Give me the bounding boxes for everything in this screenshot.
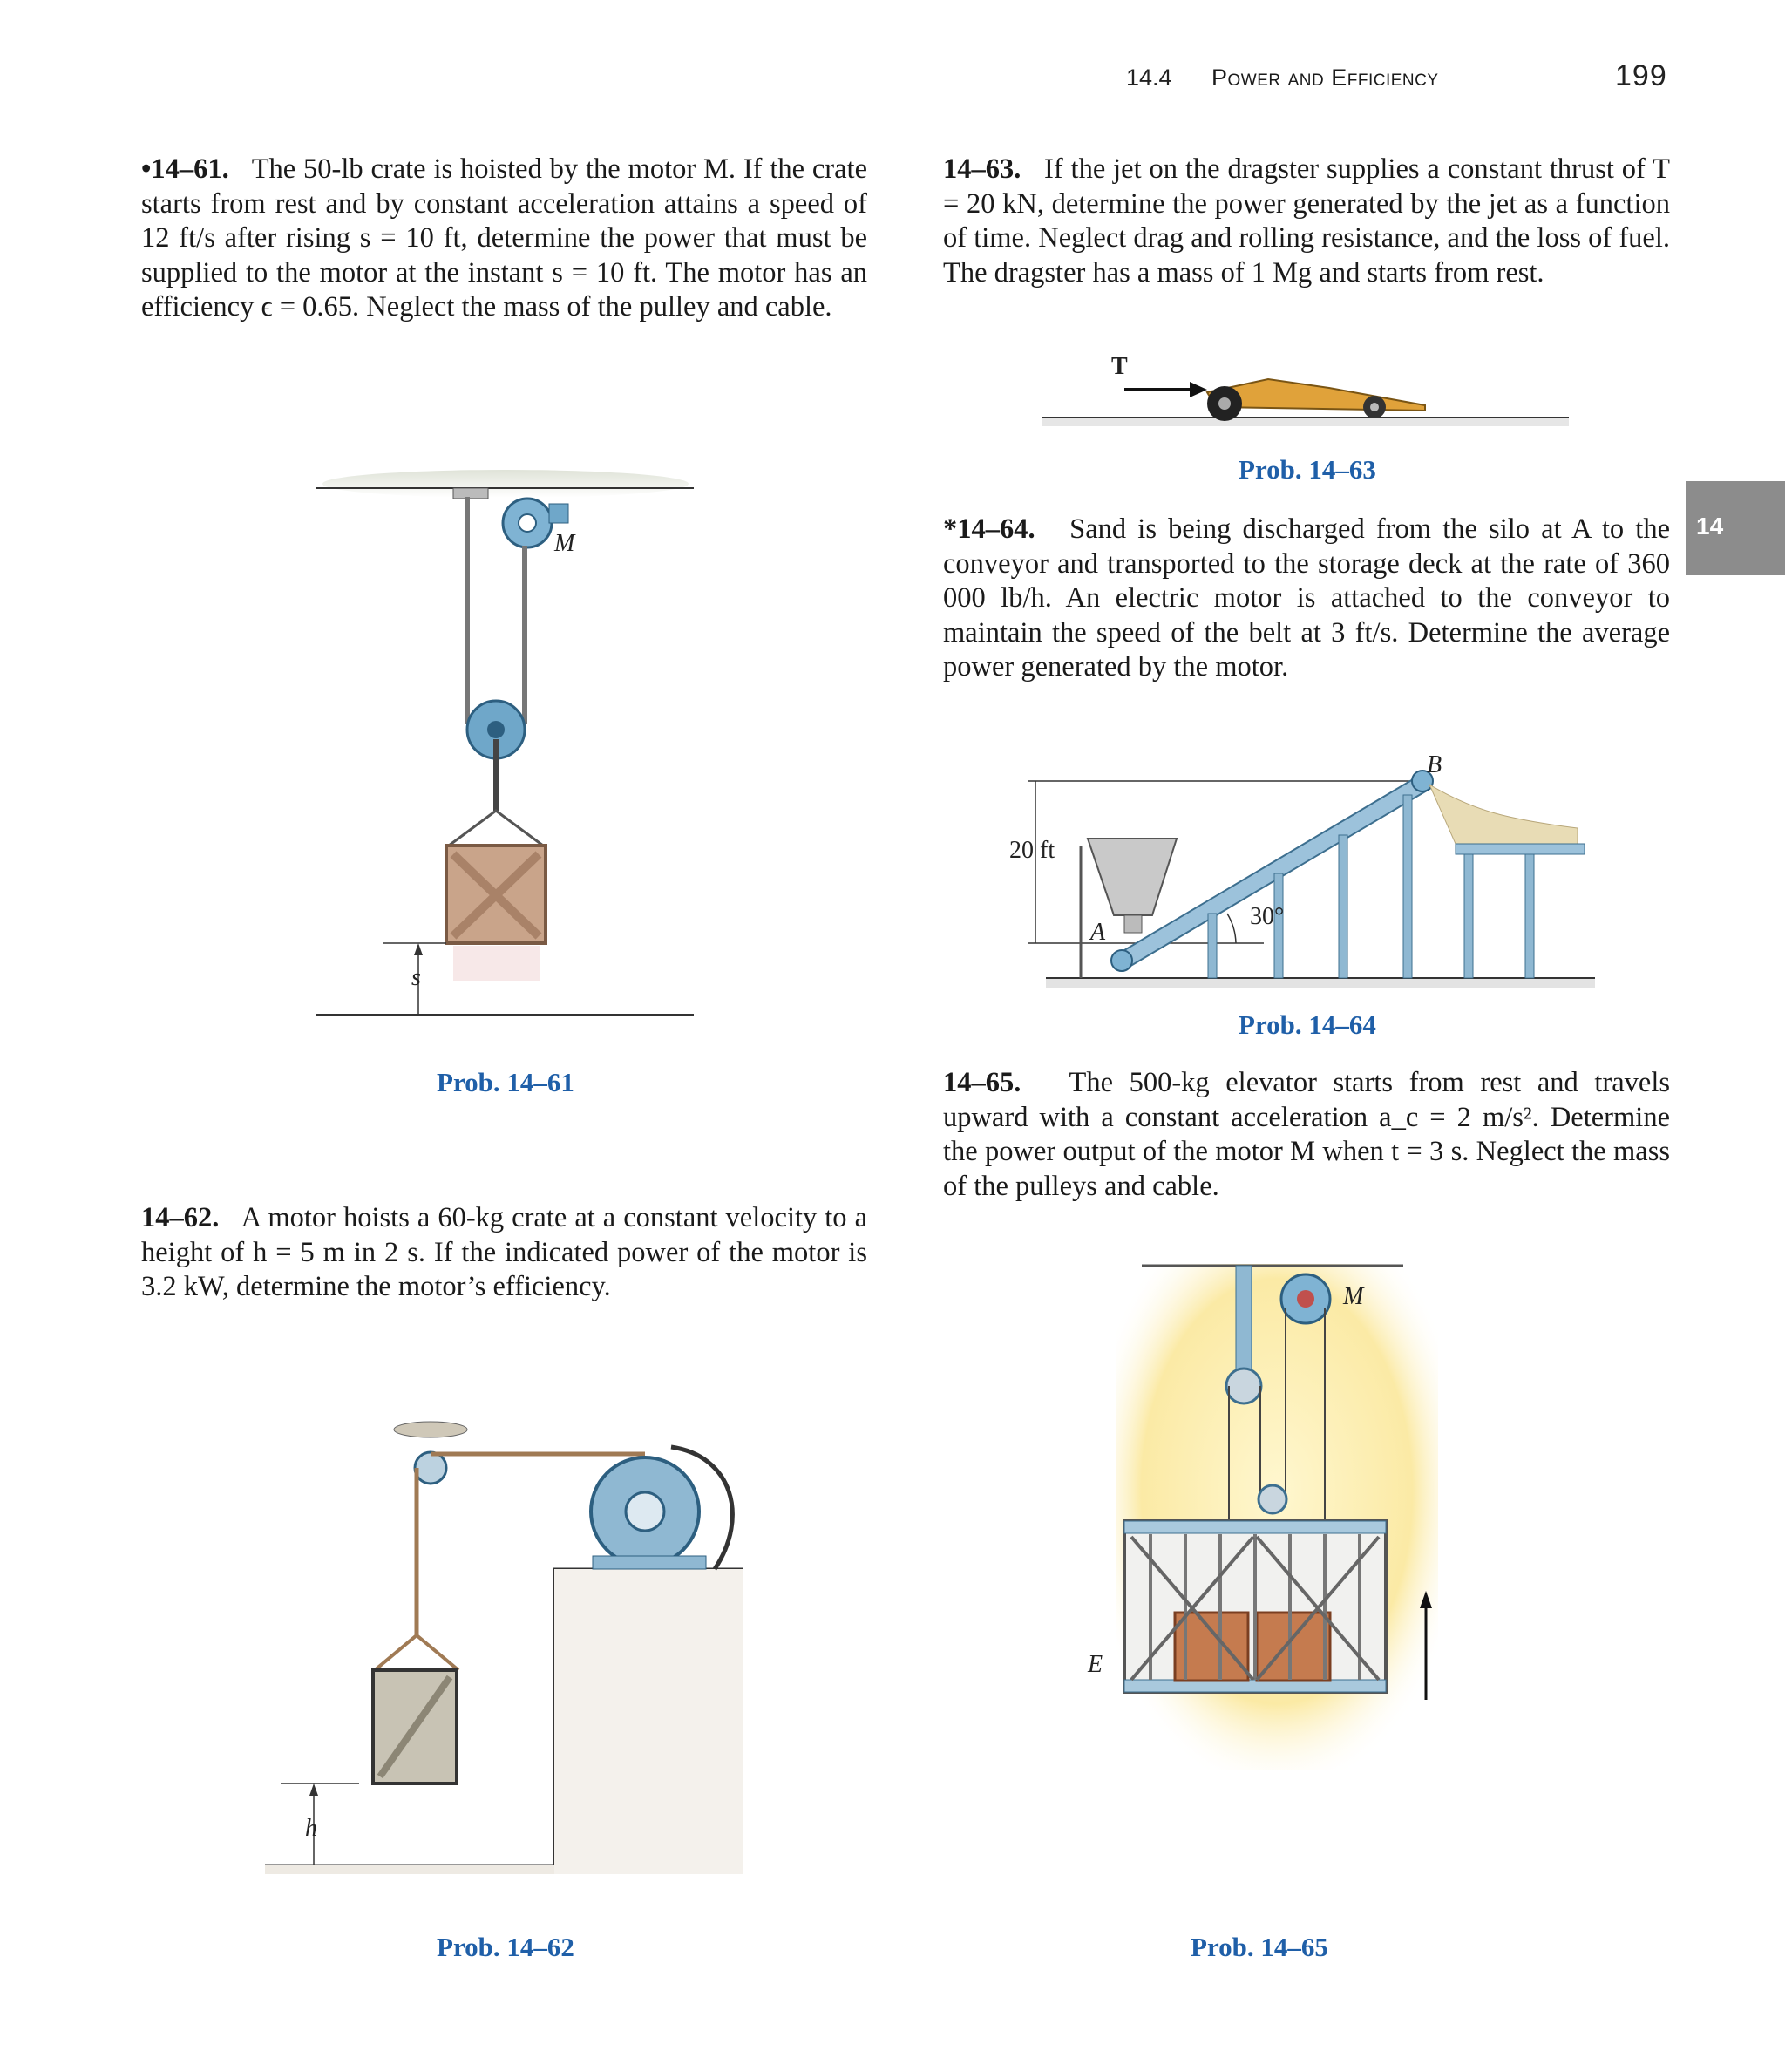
label-motor-m: M bbox=[1343, 1283, 1364, 1310]
support-6 bbox=[1525, 854, 1534, 978]
motor-base bbox=[593, 1556, 706, 1569]
label-s: s bbox=[411, 964, 421, 991]
chapter-tab: 14 bbox=[1686, 481, 1785, 575]
label-elevator-e: E bbox=[1088, 1651, 1103, 1678]
figure-14-64 bbox=[1020, 750, 1604, 1011]
problem-text: The 500-kg elevator starts from rest and travels upward with a constant acceleration a_c = 2 m/s². Determine the power output of the motor M when t = 3 s. Neglect the mass of the pulleys and cable. bbox=[943, 1067, 1670, 1202]
motor-hub bbox=[519, 514, 536, 532]
pulley-elevator bbox=[1259, 1485, 1286, 1513]
cage-top-rail bbox=[1124, 1521, 1386, 1533]
problem-14-63 bbox=[943, 153, 1670, 290]
cage-bottom-rail bbox=[1124, 1680, 1386, 1692]
support-4 bbox=[1403, 795, 1412, 978]
figure-14-61 bbox=[296, 462, 715, 1037]
ground-shade bbox=[1042, 418, 1569, 426]
ground-shade bbox=[1046, 978, 1595, 988]
problem-number: 14–62. bbox=[141, 1202, 220, 1233]
figure-14-65 bbox=[1107, 1247, 1447, 1839]
label-h: h bbox=[305, 1815, 317, 1842]
problem-number: •14–61. bbox=[141, 153, 229, 185]
section-number: 14.4 bbox=[1126, 65, 1172, 91]
problem-14-61 bbox=[141, 153, 867, 325]
problem-number: 14–63. bbox=[943, 153, 1021, 185]
thrust-arrowhead bbox=[1190, 382, 1207, 397]
label-a: A bbox=[1090, 919, 1106, 946]
sling bbox=[449, 811, 543, 846]
figure-14-62 bbox=[261, 1421, 750, 1874]
section-title bbox=[1211, 65, 1439, 92]
ceiling-column bbox=[1236, 1266, 1252, 1370]
motor-hub bbox=[626, 1492, 664, 1531]
h-arrowhead bbox=[309, 1783, 318, 1796]
section-title-text: Power and Efficiency bbox=[1211, 65, 1439, 91]
problem-text: Sand is being discharged from the silo at A to the conveyor and transported to the storage deck at the rate of 360 000 lb/h. An electric motor is attached to the conveyor to maintain the speed of the belt at 3 ft/s. Determine the average power generated by the motor. bbox=[943, 513, 1671, 683]
label-motor-m: M bbox=[554, 530, 575, 557]
silo-spout bbox=[1124, 915, 1142, 933]
conveyor-pulley-a bbox=[1111, 950, 1132, 971]
sling bbox=[375, 1635, 458, 1670]
label-20ft: 20 ft bbox=[1009, 837, 1055, 864]
dragster-front-hub bbox=[1370, 403, 1379, 411]
problem-text: A motor hoists a 60-kg crate at a constant velocity to a height of h = 5 m in 2 s. If the indicated power of the motor is 3.2 kW, determine the motor’s efficiency. bbox=[141, 1202, 867, 1302]
problem-14-62 bbox=[141, 1201, 867, 1305]
label-b: B bbox=[1427, 751, 1442, 778]
problem-number: *14–64. bbox=[943, 513, 1035, 545]
label-angle-30: 30° bbox=[1250, 903, 1285, 930]
problem-number: 14–65. bbox=[943, 1067, 1021, 1098]
dragster-rear-hub bbox=[1218, 397, 1231, 410]
caption-14-65: Prob. 14–65 bbox=[1191, 1932, 1328, 1962]
page-number: 199 bbox=[1615, 59, 1667, 92]
ceiling-bracket bbox=[453, 488, 488, 499]
pulley-upper bbox=[1226, 1369, 1261, 1403]
storage-deck bbox=[1456, 844, 1585, 854]
caption-14-64: Prob. 14–64 bbox=[1239, 1009, 1376, 1040]
sand-on-deck bbox=[1429, 785, 1578, 844]
crate-shadow bbox=[453, 946, 540, 981]
support-3 bbox=[1339, 835, 1347, 978]
problem-14-64 bbox=[943, 513, 1670, 685]
support-5 bbox=[1464, 854, 1473, 978]
motor-hub bbox=[1297, 1290, 1314, 1308]
ledge-floor-shade bbox=[265, 1865, 554, 1874]
ceiling-mount bbox=[394, 1422, 467, 1437]
ledge-shade bbox=[554, 1569, 743, 1874]
motor-mount bbox=[549, 504, 568, 523]
pulley-icon bbox=[415, 1452, 446, 1484]
support-1 bbox=[1208, 914, 1217, 978]
caption-14-63: Prob. 14–63 bbox=[1239, 454, 1376, 485]
silo-icon bbox=[1088, 839, 1177, 915]
pulley-hub bbox=[487, 721, 505, 738]
problem-text: The 50-lb crate is hoisted by the motor M. If the crate starts from rest and by constant acceleration attains a speed of 12 ft/s after rising s = 10 ft, determine the power that must be supplied to the motor at the instant s = 10 ft. The motor has an efficiency ϵ = 0.65. Neglect the mass of the pulley and cable. bbox=[141, 153, 867, 323]
s-arrowhead bbox=[414, 943, 423, 955]
problem-14-65 bbox=[943, 1066, 1670, 1204]
ceiling-shade bbox=[322, 470, 689, 498]
label-thrust-t: T bbox=[1111, 353, 1128, 380]
caption-14-62: Prob. 14–62 bbox=[437, 1932, 574, 1962]
angle-arc bbox=[1227, 914, 1236, 943]
caption-14-61: Prob. 14–61 bbox=[437, 1067, 574, 1097]
crate-right bbox=[1257, 1613, 1330, 1681]
problem-text: If the jet on the dragster supplies a constant thrust of T = 20 kN, determine the power generated by the jet as a function of time. Neglect drag and rolling resistance, and the loss of fuel. The dragster has a mass of 1 Mg and starts from rest. bbox=[943, 153, 1671, 289]
